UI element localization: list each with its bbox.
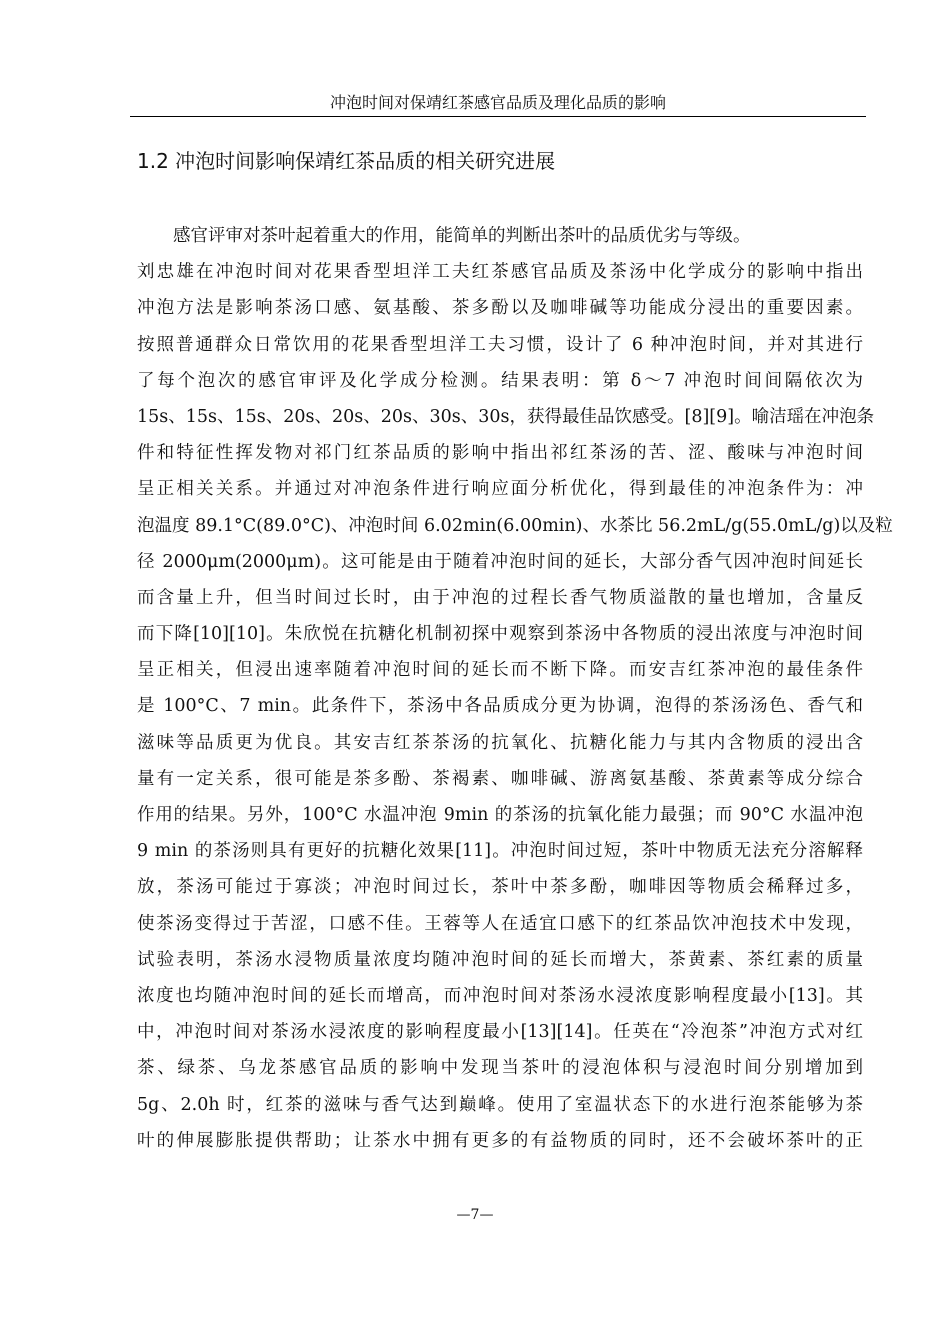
- paragraph-line: 使茶汤变得过于苦涩，口感不佳。王蓉等人在适宜口感下的红茶品饮冲泡技术中发现，: [137, 913, 863, 934]
- paragraph-line: 了每个泡次的感官审评及化学成分检测。结果表明：第 δ～7 冲泡时间间隔依次为: [137, 370, 863, 391]
- paragraph-line: 是 100°C、7 min。此条件下，茶汤中各品质成分更为协调，泡得的茶汤汤色、香气和: [137, 696, 863, 717]
- paragraph-line: 而含量上升，但当时间过长时，由于冲泡的过程长香气物质溢散的量也增加，含量反: [137, 587, 863, 608]
- paragraph-line: 叶的伸展膨胀提供帮助；让茶水中拥有更多的有益物质的同时，还不会破坏茶叶的正: [137, 1130, 863, 1151]
- paragraph-line: 径 2000μm(2000μm)。这可能是由于随着冲泡时间的延长，大部分香气因冲泡时间延长: [137, 551, 863, 572]
- paragraph-line: 茶、绿茶、乌龙茶感官品质的影响中发现当茶叶的浸泡体积与浸泡时间分别增加到: [137, 1058, 863, 1079]
- paragraph-line: 刘忠雄在冲泡时间对花果香型坦洋工夫红茶感官品质及茶汤中化学成分的影响中指出: [137, 262, 863, 283]
- paragraph-line: 冲泡方法是影响茶汤口感、氨基酸、茶多酚以及咖啡碱等功能成分浸出的重要因素。: [137, 298, 863, 319]
- paragraph-line: 15s、15s、15s、20s、20s、20s、30s、30s，获得最佳品饮感受。[8][9]。喻洁瑶在冲泡条: [137, 406, 875, 427]
- paragraph-line: 9 min 的茶汤则具有更好的抗糖化效果[11]。冲泡时间过短，茶叶中物质无法充分溶解释: [137, 841, 863, 862]
- paragraph-line: 而下降[10][10]。朱欣悦在抗糖化机制初探中观察到茶汤中各物质的浸出浓度与冲泡时间: [137, 624, 863, 645]
- paragraph-line: 件和特征性挥发物对祁门红茶品质的影响中指出祁红茶汤的苦、涩、酸味与冲泡时间: [137, 443, 863, 464]
- paragraph-line: 滋味等品质更为优良。其安吉红茶茶汤的抗氧化、抗糖化能力与其内含物质的浸出含: [137, 732, 863, 753]
- paragraph-line: 按照普通群众日常饮用的花果香型坦洋工夫习惯，设计了 6 种冲泡时间，并对其进行: [137, 334, 863, 355]
- header-rule: [130, 116, 866, 117]
- paragraph-line: 泡温度 89.1°C(89.0°C)、冲泡时间 6.02min(6.00min)、水茶比 56.2mL/g(55.0mL/g)以及粒: [137, 515, 893, 536]
- paragraph-line: 感官评审对茶叶起着重大的作用，能简单的判断出茶叶的品质优劣与等级。: [173, 226, 751, 246]
- section-heading: 1.2 冲泡时间影响保靖红茶品质的相关研究进展: [137, 149, 556, 173]
- paragraph-line: 放，茶汤可能过于寡淡；冲泡时间过长，茶叶中茶多酚，咖啡因等物质会稀释过多，: [137, 877, 863, 898]
- paragraph-line: 量有一定关系，很可能是茶多酚、茶褐素、咖啡碱、游离氨基酸、茶黄素等成分综合: [137, 768, 863, 789]
- paragraph-line: 浓度也均随冲泡时间的延长而增高，而冲泡时间对茶汤水浸浓度影响程度最小[13]。其: [137, 985, 863, 1006]
- body-paragraph: [137, 218, 893, 1159]
- paragraph-line: 试验表明，茶汤水浸物质量浓度均随冲泡时间的延长而增大，茶黄素、茶红素的质量: [137, 949, 863, 970]
- paragraph-line: 呈正相关，但浸出速率随着冲泡时间的延长而不断下降。而安吉红茶冲泡的最佳条件: [137, 660, 863, 681]
- paragraph-line: 5g、2.0h 时，红茶的滋味与香气达到巅峰。使用了室温状态下的水进行泡茶能够为茶: [137, 1094, 863, 1115]
- paragraph-line: 呈正相关关系。并通过对冲泡条件进行响应面分析优化，得到最佳的冲泡条件为：冲: [137, 479, 863, 500]
- paragraph-line: 中，冲泡时间对茶汤水浸浓度的影响程度最小[13][14]。任英在“冷泡茶”冲泡方式对红: [137, 1022, 863, 1043]
- page-number: —7—: [456, 1207, 494, 1223]
- running-header: 冲泡时间对保靖红茶感官品质及理化品质的影响: [329, 93, 666, 112]
- paragraph-line: 作用的结果。另外，100°C 水温冲泡 9min 的茶汤的抗氧化能力最强；而 90°C 水温冲泡: [137, 805, 863, 825]
